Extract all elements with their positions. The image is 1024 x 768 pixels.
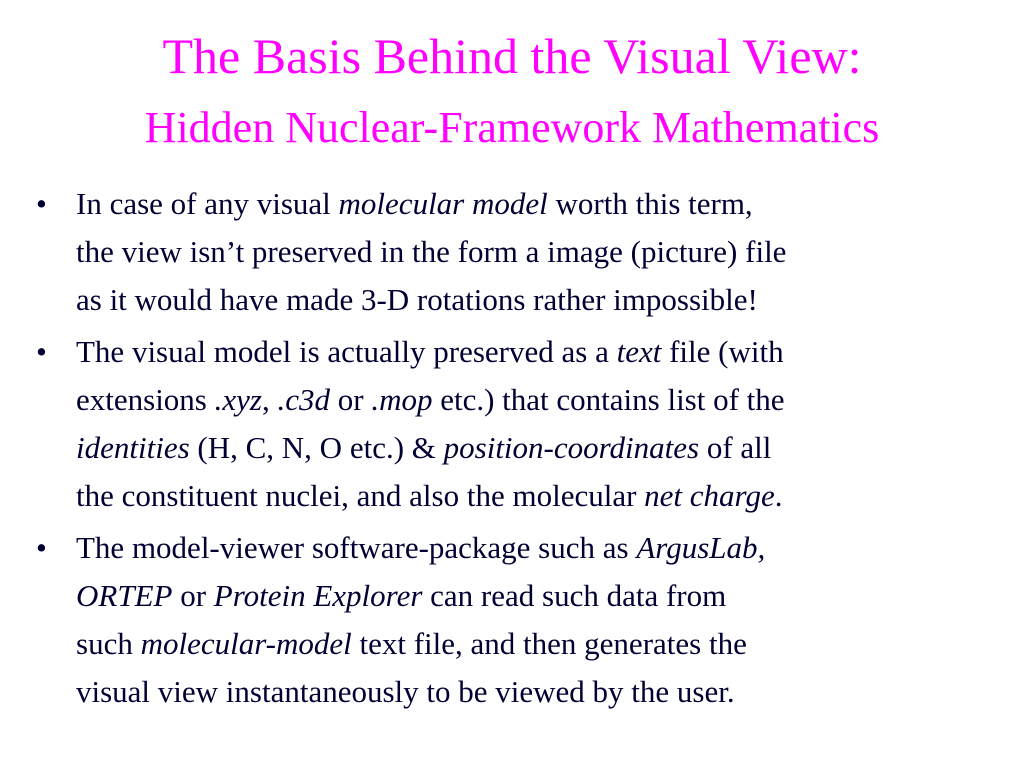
bullet-line bbox=[76, 472, 1004, 520]
text-run: file (with bbox=[661, 334, 784, 369]
italic-text-run: net charge bbox=[644, 478, 775, 513]
bullet-item bbox=[0, 328, 1024, 520]
bullet-item bbox=[0, 524, 1024, 716]
italic-text-run: ORTEP bbox=[76, 578, 173, 613]
text-run: . bbox=[774, 478, 783, 513]
bullet-marker: • bbox=[36, 334, 47, 369]
italic-text-run: .mop bbox=[371, 382, 433, 417]
bullet-line bbox=[76, 228, 1004, 276]
text-run: as it would have made 3-D rotations rather impossible! bbox=[76, 282, 758, 317]
text-run: worth this term, bbox=[547, 186, 753, 221]
italic-text-run: molecular model bbox=[338, 186, 548, 221]
text-run: such bbox=[76, 626, 141, 661]
italic-text-run: text bbox=[616, 334, 662, 369]
text-run: visual view instantaneously to be viewed by the user. bbox=[76, 674, 735, 709]
italic-text-run: molecular-model bbox=[140, 626, 352, 661]
bullet-line bbox=[76, 328, 1004, 376]
bullet-line bbox=[76, 180, 1004, 228]
text-run: of all bbox=[699, 430, 772, 465]
text-run: the view isn’t preserved in the form a image (picture) file bbox=[76, 234, 787, 269]
text-run: The visual model is actually preserved as a bbox=[76, 334, 617, 369]
bullet-line bbox=[76, 620, 1004, 668]
bullet-line bbox=[76, 276, 1004, 324]
bullet-line bbox=[76, 572, 1004, 620]
text-run: or bbox=[172, 578, 214, 613]
italic-text-run: .c3d bbox=[277, 382, 330, 417]
bullet-marker: • bbox=[36, 530, 47, 565]
text-run: can read such data from bbox=[422, 578, 727, 613]
text-run: , bbox=[261, 382, 278, 417]
text-run: text file, and then generates the bbox=[351, 626, 747, 661]
bullet-line bbox=[76, 376, 1004, 424]
bullet-marker: • bbox=[36, 186, 47, 221]
bullet-line bbox=[76, 668, 1004, 716]
italic-text-run: ArgusLab, bbox=[636, 530, 766, 565]
text-run: (H, C, N, O etc.) & bbox=[189, 430, 444, 465]
italic-text-run: .xyz bbox=[214, 382, 262, 417]
text-run: or bbox=[329, 382, 372, 417]
italic-text-run: position-coordinates bbox=[443, 430, 700, 465]
italic-text-run: Protein Explorer bbox=[213, 578, 423, 613]
text-run: In case of any visual bbox=[76, 186, 339, 221]
bullet-line bbox=[76, 424, 1004, 472]
italic-text-run: identities bbox=[76, 430, 190, 465]
text-run: extensions bbox=[76, 382, 215, 417]
bullet-list bbox=[0, 180, 1024, 720]
bullet-line bbox=[76, 524, 1004, 572]
text-run: The model-viewer software-package such as bbox=[76, 530, 637, 565]
slide-title: The Basis Behind the Visual View: bbox=[162, 28, 862, 84]
bullet-item bbox=[0, 180, 1024, 324]
slide-subtitle: Hidden Nuclear-Framework Mathematics bbox=[144, 103, 880, 152]
text-run: etc.) that contains list of the bbox=[432, 382, 785, 417]
text-run: the constituent nuclei, and also the molecular bbox=[76, 478, 645, 513]
